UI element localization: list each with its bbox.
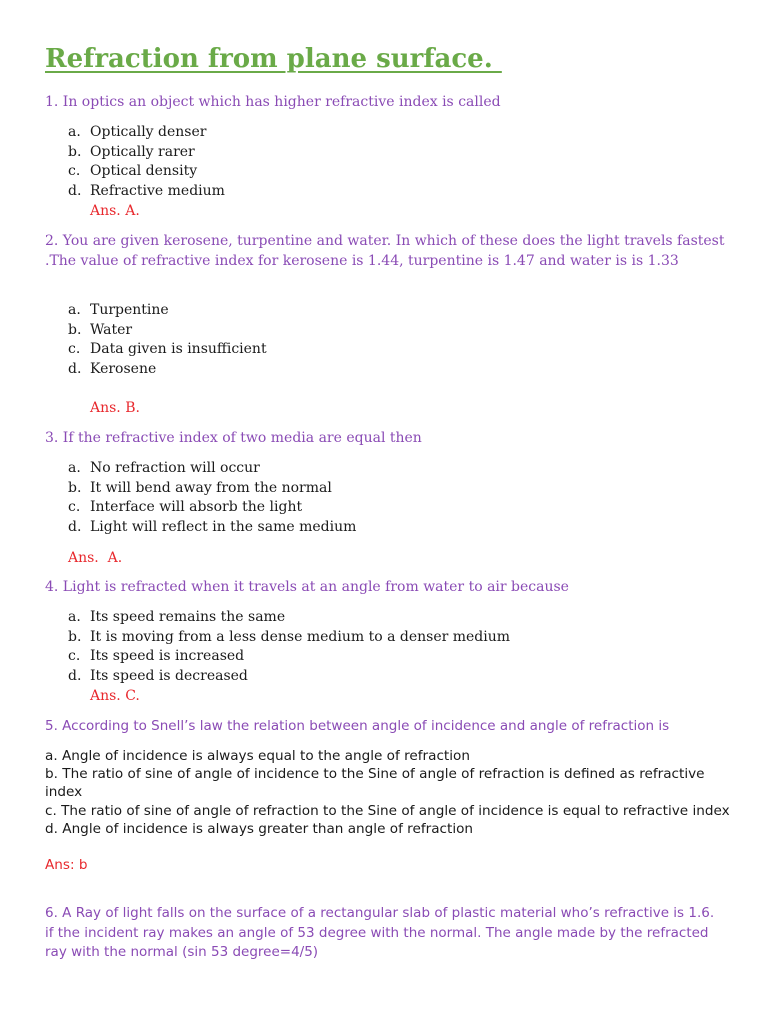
option-item: c. Optical density	[68, 163, 198, 180]
option-item: b. It will bend away from the normal	[68, 479, 332, 496]
option-item: a. Angle of incidence is always equal to the angle of refraction	[45, 748, 470, 764]
question-1-answer: Ans. A.	[90, 203, 140, 219]
option-item: b. Water	[68, 321, 133, 338]
option-item: b. Optically rarer	[68, 143, 195, 160]
question-4-options	[68, 608, 510, 686]
option-item: b. It is moving from a less dense medium to a denser medium	[68, 628, 511, 645]
option-item: c. Interface will absorb the light	[68, 499, 303, 516]
question-4-answer: Ans. C.	[90, 688, 140, 704]
question-6-text: 6. A Ray of light falls on the surface of a rectangular slab of plastic material who’s refractive is 1.6. if the incident ray makes an angle of 53 degree with the normal. The angle made by the refracted ray with the normal (sin 53 degree=4/5)	[45, 905, 715, 961]
option-item: d. Light will reflect in the same medium	[68, 518, 357, 535]
option-item: a. No refraction will occur	[68, 460, 260, 476]
option-item: a. Optically denser	[68, 124, 207, 140]
option-item: d. Its speed is decreased	[68, 667, 248, 684]
question-3-options	[68, 459, 356, 537]
question-2-answer: Ans. B.	[90, 400, 140, 416]
question-2-text: 2. You are given kerosene, turpentine and water. In which of these does the light travels fastest .The value of refractive index for kerosene is 1.44, turpentine is 1.47 and water is is 1.33	[45, 233, 725, 269]
option-item: a. Turpentine	[68, 302, 169, 318]
question-1-text: 1. In optics an object which has higher refractive index is called	[45, 94, 501, 110]
option-item: d. Angle of incidence is always greater than angle of refraction	[45, 820, 474, 837]
option-item: c. The ratio of sine of angle of refraction to the Sine of angle of incidence is equal to refractive index	[45, 802, 730, 819]
option-item: c. Data given is insufficient	[68, 341, 267, 358]
question-5-text: 5. According to Snell’s law the relation between angle of incidence and angle of refraction is	[45, 718, 670, 734]
question-3-text: 3. If the refractive index of two media are equal then	[45, 430, 422, 446]
option-item: d. Refractive medium	[68, 182, 225, 199]
question-5-answer: Ans: b	[45, 857, 88, 873]
page-title: Refraction from plane surface.	[45, 44, 502, 74]
question-2-options	[68, 301, 267, 379]
question-4-text: 4. Light is refracted when it travels at an angle from water to air because	[45, 579, 569, 595]
question-1-options	[68, 123, 225, 201]
option-item: c. Its speed is increased	[68, 648, 245, 665]
question-5-options	[45, 747, 735, 838]
option-item: b. The ratio of sine of angle of incidence to the Sine of angle of refraction is defined as refractive index	[45, 766, 705, 801]
option-item: a. Its speed remains the same	[68, 609, 286, 625]
question-3-answer: Ans. A.	[68, 550, 123, 566]
option-item: d. Kerosene	[68, 360, 157, 377]
